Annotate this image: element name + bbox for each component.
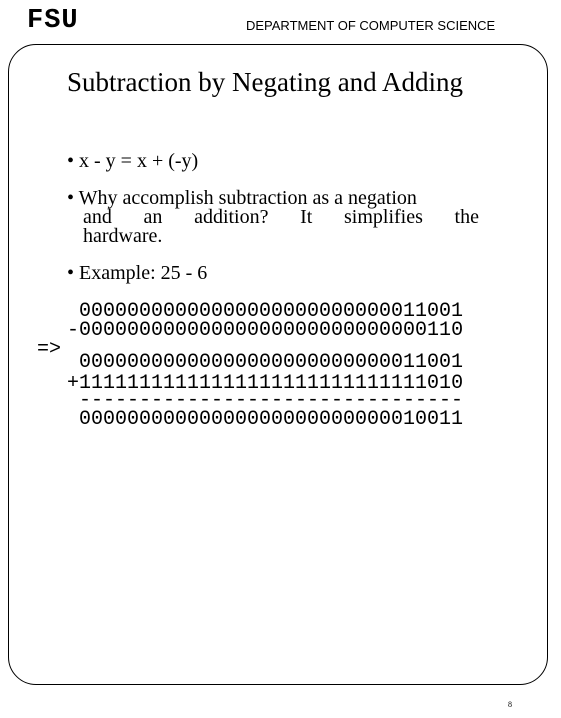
word: It (300, 206, 313, 228)
page-number: 8 (508, 700, 512, 709)
word: the (454, 206, 479, 228)
example-subtrahend: -00000000000000000000000000000110 (67, 319, 464, 342)
bullet-example: • Example: 25 - 6 (67, 262, 208, 284)
bullet-why-line-1: • Why accomplish subtraction as a negation (67, 187, 417, 209)
word: and (83, 206, 112, 228)
fsu-logo: FSU (27, 6, 79, 36)
example-result: 00000000000000000000000000010011 (79, 408, 464, 431)
example-sum-rule: -------------------------------- (79, 389, 464, 412)
bullet-why (67, 189, 479, 246)
example-addend-2: +11111111111111111111111111111010 (67, 372, 464, 395)
transform-arrow: => (37, 338, 62, 361)
example-addend-1: 00000000000000000000000000011001 (79, 351, 464, 374)
word: addition? (194, 206, 269, 228)
department-header: DEPARTMENT OF COMPUTER SCIENCE (246, 18, 496, 33)
slide-title: Subtraction by Negating and Adding (67, 67, 463, 97)
bullet-why-line-3: hardware. (83, 225, 163, 247)
word: simplifies (344, 206, 423, 228)
word: an (143, 206, 163, 228)
bullet-identity: • x - y = x + (-y) (67, 150, 199, 172)
example-minuend: 00000000000000000000000000011001 (79, 300, 464, 323)
